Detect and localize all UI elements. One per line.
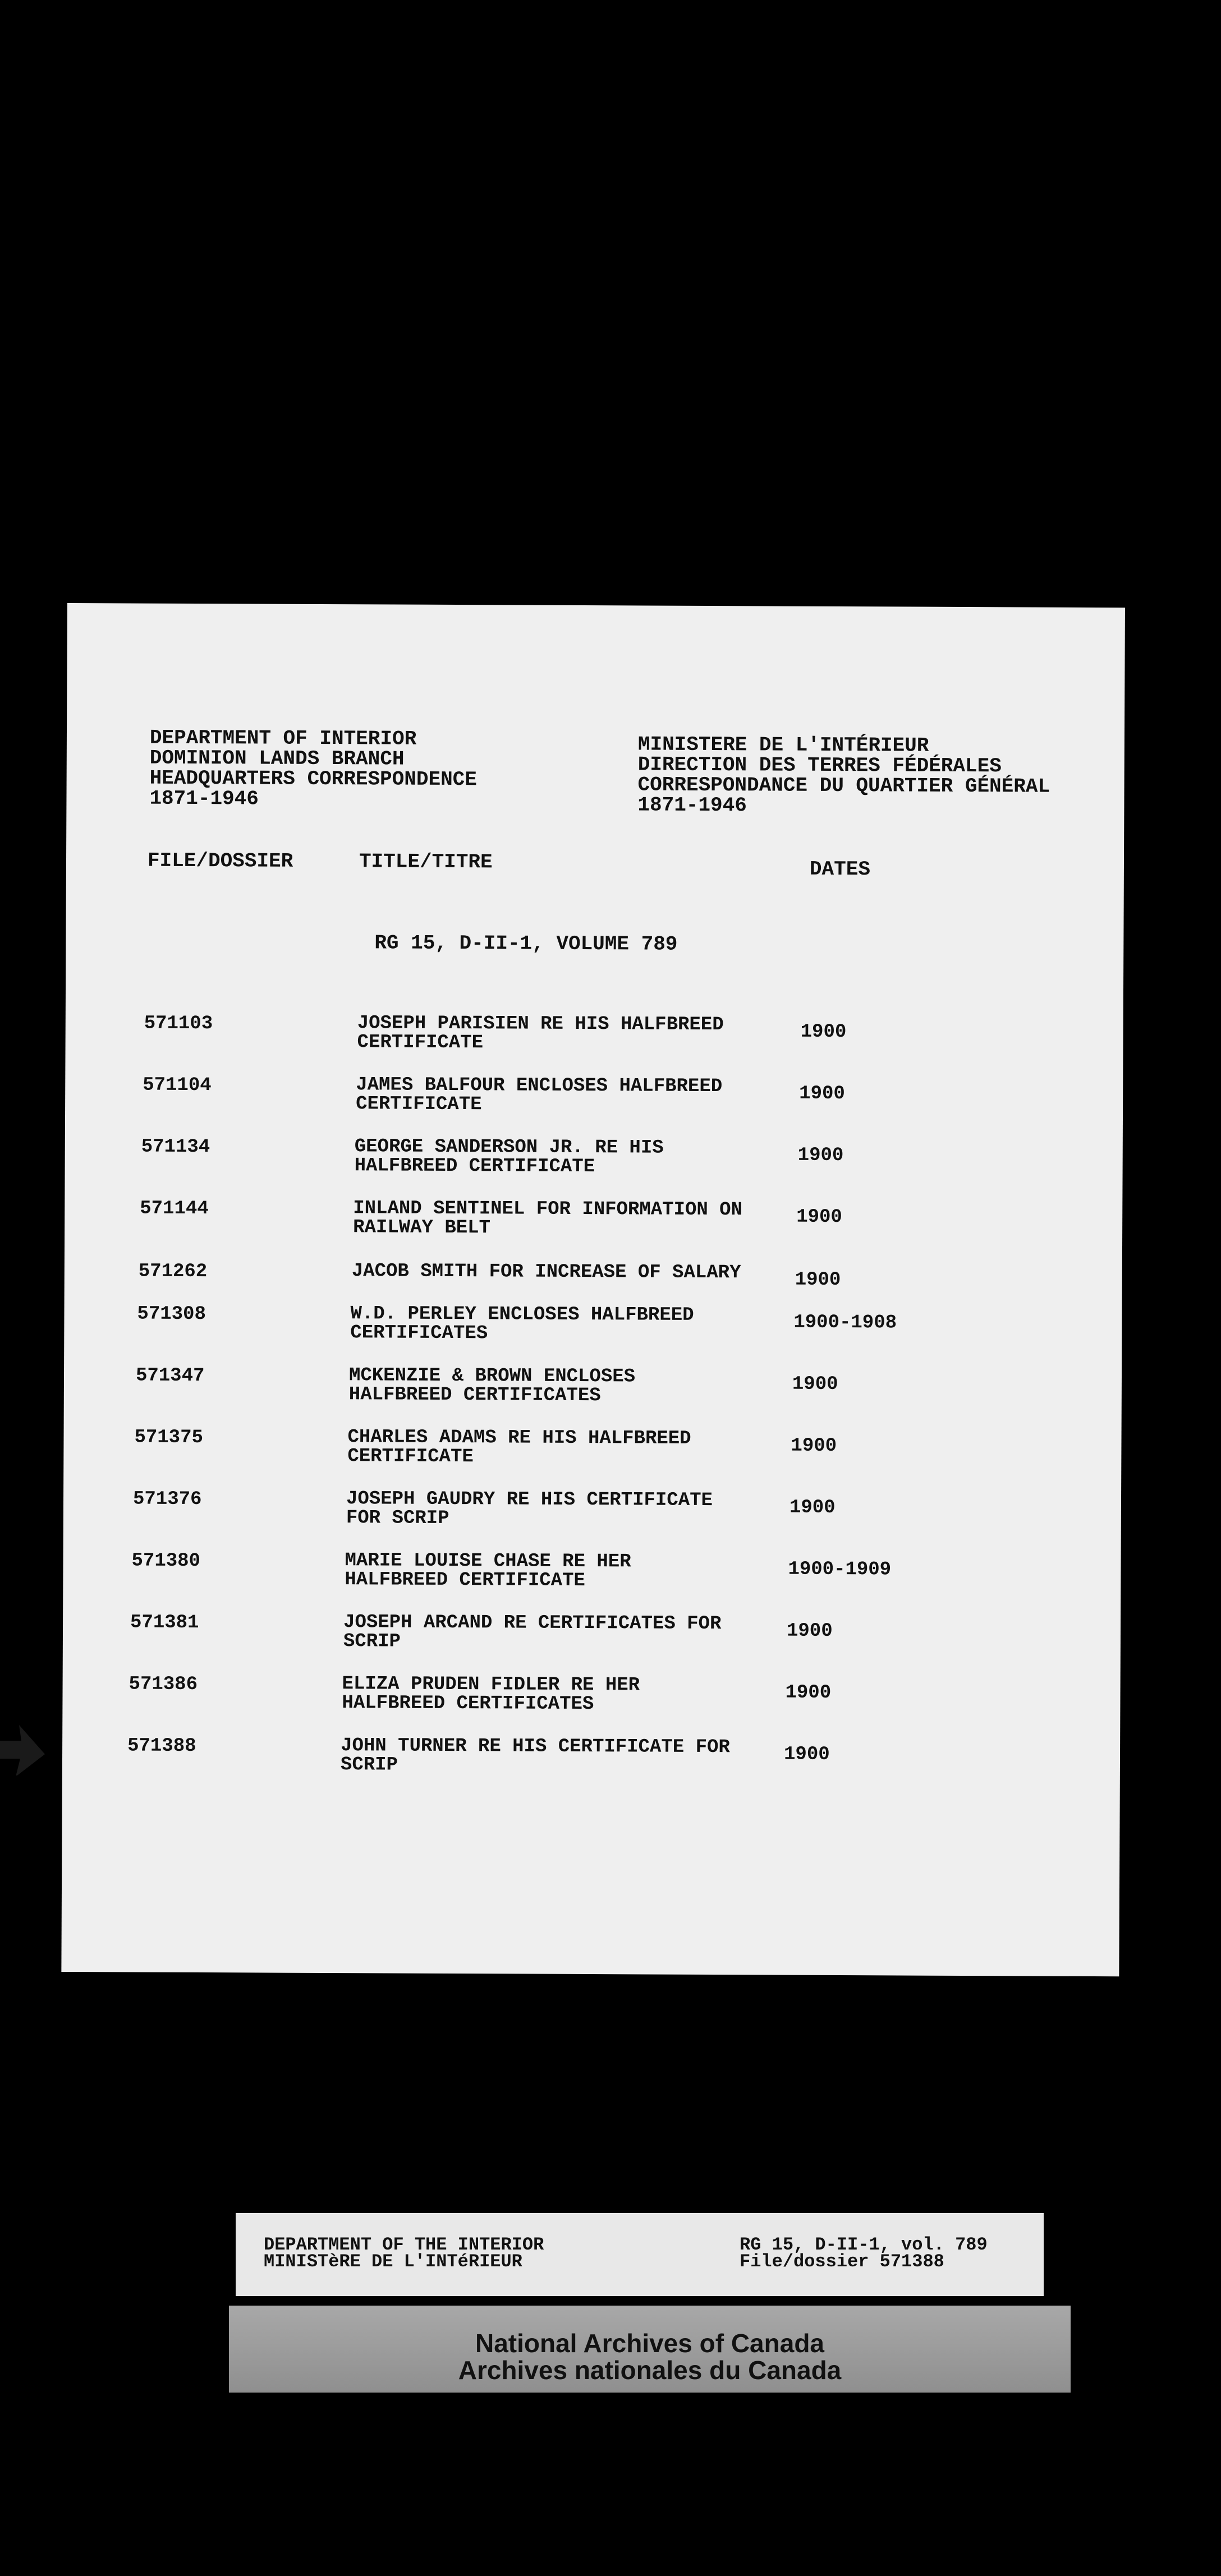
file-title-line: MARIE LOUISE CHASE RE HER (345, 1550, 631, 1573)
reference-dossier: File/dossier 571388 (740, 2251, 944, 2272)
file-title (342, 1675, 791, 1714)
file-title-line: FOR SCRIP (346, 1507, 449, 1529)
file-title-line: JOSEPH PARISIEN RE HIS HALFBREED (357, 1013, 724, 1036)
file-title (341, 1736, 789, 1776)
file-dates: 1900-1909 (788, 1558, 892, 1581)
file-title (347, 1428, 796, 1468)
header-right-line: DIRECTION DES TERRES FÉDÉRALES (637, 753, 1002, 778)
table-row (65, 1013, 1123, 1073)
header-left (149, 728, 477, 811)
header-left-line: HEADQUARTERS CORRESPONDENCE (149, 766, 478, 792)
archive-name-fr: Archives nationales du Canada (458, 2356, 842, 2385)
file-title (346, 1489, 795, 1529)
file-title-line: HALFBREED CERTIFICATES (348, 1384, 601, 1407)
file-title-line: HALFBREED CERTIFICATE (354, 1155, 595, 1178)
file-number: 571103 (144, 1013, 213, 1035)
reference-department-en: DEPARTMENT OF THE INTERIOR (264, 2234, 544, 2255)
file-dates: 1900 (796, 1206, 842, 1229)
file-title-line: MCKENZIE & BROWN ENCLOSES (348, 1365, 636, 1388)
header-right-line: CORRESPONDANCE DU QUARTIER GÉNÉRAL (637, 773, 1050, 798)
file-title-line: W.D. PERLEY ENCLOSES HALFBREED (350, 1303, 694, 1326)
table-row (63, 1612, 1121, 1672)
file-number: 571134 (141, 1136, 210, 1158)
file-title-line: SCRIP (340, 1754, 398, 1776)
table-row (62, 1673, 1120, 1734)
header-left-line: 1871-1946 (149, 786, 259, 811)
file-title-line: JACOB SMITH FOR INCREASE OF SALARY (351, 1261, 741, 1284)
file-dates: 1900 (800, 1021, 847, 1043)
header-right-line: MINISTERE DE L'INTÉRIEUR (637, 733, 929, 757)
file-dates: 1900 (791, 1435, 837, 1457)
table-row (64, 1303, 1122, 1364)
file-title (349, 1366, 798, 1406)
file-title-line: RAILWAY BELT (353, 1217, 491, 1239)
file-number: 571376 (132, 1488, 202, 1511)
volume-heading: RG 15, D-II-1, VOLUME 789 (374, 931, 678, 956)
file-title (350, 1304, 799, 1344)
file-number: 571381 (130, 1612, 199, 1634)
file-dates: 1900 (795, 1269, 841, 1291)
file-number: 571347 (135, 1365, 205, 1387)
table-row (65, 1198, 1122, 1258)
file-title (352, 1262, 801, 1282)
file-title (357, 1014, 806, 1054)
table-row (63, 1427, 1121, 1487)
reference-department-fr: MINISTèRE DE L'INTéRIEUR (264, 2251, 522, 2272)
document-page (61, 603, 1125, 1976)
column-header-dates: DATES (809, 857, 871, 881)
file-dates: 1900 (785, 1682, 832, 1704)
file-title-line: CHARLES ADAMS RE HIS HALFBREED (347, 1427, 691, 1450)
file-title-line: JOHN TURNER RE HIS CERTIFICATE FOR (341, 1735, 730, 1759)
file-title-line: JOSEPH ARCAND RE CERTIFICATES FOR (343, 1612, 722, 1635)
archive-stamp (229, 2306, 1071, 2393)
file-dates: 1900 (789, 1497, 836, 1519)
pointer-arrow-icon (0, 1725, 45, 1775)
file-title-line: CERTIFICATE (357, 1032, 484, 1054)
table-row (65, 1136, 1122, 1197)
file-title (353, 1199, 802, 1239)
reference-label (236, 2213, 1044, 2296)
file-dates: 1900 (797, 1144, 844, 1167)
table-row (64, 1365, 1122, 1425)
header-right-line: 1871-1946 (637, 793, 747, 817)
header-right (637, 734, 1050, 817)
column-header-file: FILE/DOSSIER (147, 849, 293, 873)
file-number: 571380 (131, 1550, 201, 1572)
file-number: 571308 (137, 1303, 206, 1326)
table-row (62, 1735, 1120, 1796)
file-dates: 1900-1908 (793, 1312, 897, 1334)
table-row (65, 1074, 1123, 1135)
file-number: 571386 (128, 1673, 198, 1696)
file-title-line: JAMES BALFOUR ENCLOSES HALFBREED (356, 1074, 723, 1098)
header-left-line: DEPARTMENT OF INTERIOR (149, 726, 417, 751)
file-title-line: CERTIFICATES (350, 1322, 488, 1345)
file-title-line: ELIZA PRUDEN FIDLER RE HER (342, 1673, 640, 1696)
file-title-line: JOSEPH GAUDRY RE HIS CERTIFICATE (346, 1488, 713, 1512)
file-title-line: HALFBREED CERTIFICATE (345, 1569, 585, 1592)
file-title (345, 1551, 793, 1591)
file-dates: 1900 (792, 1373, 838, 1396)
file-number: 571375 (134, 1427, 204, 1449)
file-number: 571104 (143, 1074, 212, 1097)
reference-file (740, 2234, 988, 2272)
file-number: 571262 (138, 1261, 208, 1283)
reference-volume: RG 15, D-II-1, vol. 789 (740, 2234, 988, 2255)
reference-department (264, 2234, 544, 2272)
file-title (356, 1075, 805, 1115)
header-left-line: DOMINION LANDS BRANCH (149, 746, 405, 771)
file-title-line: INLAND SENTINEL FOR INFORMATION ON (353, 1198, 743, 1221)
column-header-title: TITLE/TITRE (359, 850, 493, 874)
file-dates: 1900 (783, 1744, 830, 1765)
file-title (355, 1137, 804, 1177)
file-title-line: HALFBREED CERTIFICATES (342, 1692, 594, 1715)
file-number: 571144 (140, 1198, 209, 1220)
table-row (63, 1488, 1121, 1549)
file-title-line: GEORGE SANDERSON JR. RE HIS (354, 1136, 664, 1159)
file-title-line: SCRIP (343, 1631, 401, 1653)
table-row (63, 1550, 1121, 1611)
archive-name-en: National Archives of Canada (475, 2329, 824, 2358)
file-dates: 1900 (799, 1083, 845, 1105)
file-title-line: CERTIFICATE (356, 1093, 482, 1116)
file-number: 571388 (127, 1735, 196, 1758)
file-title (343, 1613, 792, 1653)
file-title-line: CERTIFICATE (347, 1446, 474, 1468)
file-dates: 1900 (786, 1620, 833, 1642)
